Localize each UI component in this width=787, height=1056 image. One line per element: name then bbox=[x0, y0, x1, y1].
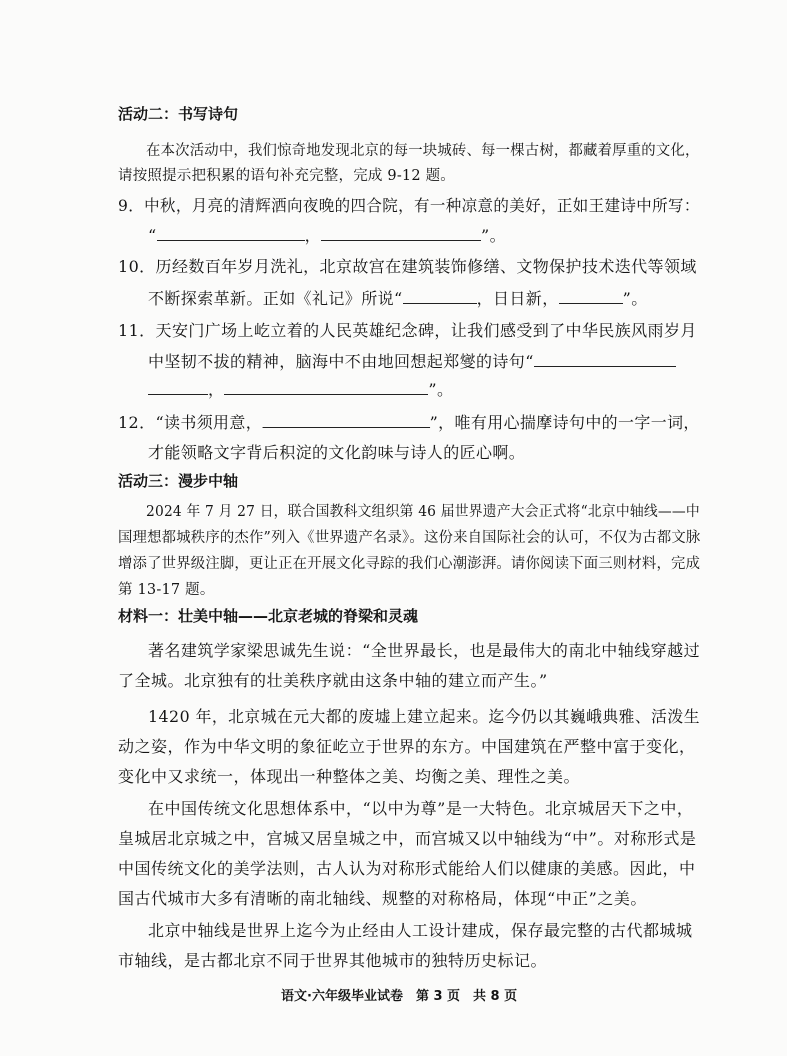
activity3-intro-line-1: 2024 年 7 月 27 日，联合国教科文组织第 46 届世界遗产大会正式将“北京中轴线——中 bbox=[146, 504, 700, 520]
q9-stem: 9．中秋，月亮的清辉洒向夜晚的四合院，有一种凉意的美好，正如王建诗中所写： bbox=[118, 196, 700, 215]
activity3-intro-line-4: 第 13-17 题。 bbox=[118, 582, 215, 598]
page-footer: 语文·六年级毕业试卷 第 3 页 共 8 页 bbox=[281, 989, 518, 1004]
q11-answer-line bbox=[148, 377, 453, 400]
material1-p4-line-1: 北京中轴线是世界上迄今为止经由人工设计建成，保存最完整的古代都城城 bbox=[148, 921, 693, 940]
activity3-intro-line-2: 国理想都城秩序的杰作”列入《世界遗产名录》。这份来自国际社会的认可，不仅为古都文脉 bbox=[118, 530, 701, 546]
q11-blank-1[interactable] bbox=[534, 351, 676, 367]
activity2-intro-line-1: 在本次活动中，我们惊奇地发现北京的每一块城砖、每一棵古树，都藏着厚重的文化， bbox=[146, 143, 700, 159]
q11-blank-1-cont[interactable] bbox=[148, 379, 208, 395]
q10-blank-2[interactable] bbox=[559, 288, 623, 304]
material1-p3-line-4: 国古代城市大多有清晰的南北轴线、规整的对称格局，体现“中正”之美。 bbox=[118, 889, 647, 908]
material1-p4-line-2: 市轴线，是古都北京不同于世界其他城市的独特历史标记。 bbox=[118, 951, 548, 970]
q11-close-quote: ”。 bbox=[428, 380, 454, 399]
q9-open-quote: “ bbox=[148, 226, 157, 245]
q12-blank-1[interactable] bbox=[262, 412, 429, 428]
material1-p1-line-1: 著名建筑学家梁思诚先生说：“全世界最长，也是最伟大的南北中轴线穿越过 bbox=[148, 641, 701, 660]
q9-blank-2[interactable] bbox=[321, 225, 481, 241]
q11-text: 中坚韧不拔的精神，脑海中不由地回想起郑燮的诗句“ bbox=[148, 352, 534, 371]
q11-stem: 11．天安门广场上屹立着的人民英雄纪念碑，让我们感受到了中华民族风雨岁月 bbox=[118, 321, 697, 340]
q12-stem-line-2: 才能领略文字背后积淀的文化韵味与诗人的匠心啊。 bbox=[148, 443, 526, 462]
q9-answer-line bbox=[148, 223, 506, 246]
material1-title: 材料一：壮美中轴——北京老城的脊梁和灵魂 bbox=[118, 607, 419, 625]
q9-blank-1[interactable] bbox=[157, 225, 305, 241]
material1-p2-line-3: 变化中又求统一，体现出一种整体之美、均衡之美、理性之美。 bbox=[118, 767, 581, 786]
activity3-intro-line-3: 增添了世界级注脚，更让正在开展文化寻踪的我们心潮澎湃。请你阅读下面三则材料，完成 bbox=[118, 556, 701, 572]
material1-p2-line-2: 动之姿，作为中华文明的象征屹立于世界的东方。中国建筑在严整中富于变化， bbox=[118, 737, 696, 756]
material1-p3-line-2: 皇城居北京城之中，宫城又居皇城之中，而宫城又以中轴线为“中”。对称形式是 bbox=[118, 829, 697, 848]
q10-stem: 10．历经数百年岁月洗礼，北京故宫在建筑装饰修缮、文物保护技术迭代等领域 bbox=[118, 257, 697, 276]
q11-blank-2[interactable] bbox=[224, 379, 428, 395]
q11-comma: ， bbox=[208, 380, 225, 399]
q11-stem-line-2 bbox=[148, 349, 676, 372]
activity2-title: 活动二：书写诗句 bbox=[118, 105, 239, 123]
q10-text-b: ，日日新， bbox=[476, 289, 559, 308]
material1-p1-line-2: 了全城。北京独有的壮美秩序就由这条中轴的建立而产生。” bbox=[118, 671, 548, 690]
q10-blank-1[interactable] bbox=[403, 288, 477, 304]
material1-p2-line-1: 1420 年，北京城在元大都的废墟上建立起来。迄今仍以其巍峨典雅、活泼生 bbox=[148, 707, 700, 726]
q12-text-a: 12．“读书须用意， bbox=[118, 413, 263, 432]
q12-stem bbox=[118, 410, 700, 433]
q9-close-quote: ”。 bbox=[481, 226, 506, 245]
q10-text-a: 不断探索革新。正如《礼记》所说“ bbox=[148, 289, 403, 308]
q9-comma: ， bbox=[304, 226, 321, 245]
activity3-title: 活动三：漫步中轴 bbox=[118, 472, 239, 490]
material1-p3-line-1: 在中国传统文化思想体系中，“以中为尊”是一大特色。北京城居天下之中， bbox=[148, 799, 694, 818]
material1-p3-line-3: 中国传统文化的美学法则，古人认为对称形式能给人们以健康的美感。因此，中 bbox=[118, 859, 696, 878]
q10-text-c: ”。 bbox=[622, 289, 648, 308]
q12-text-b: ”，唯有用心揣摩诗句中的一字一词， bbox=[429, 413, 700, 432]
activity2-intro-line-2: 请按照提示把积累的语句补充完整，完成 9-12 题。 bbox=[118, 168, 455, 184]
q10-answer-line bbox=[148, 286, 648, 309]
